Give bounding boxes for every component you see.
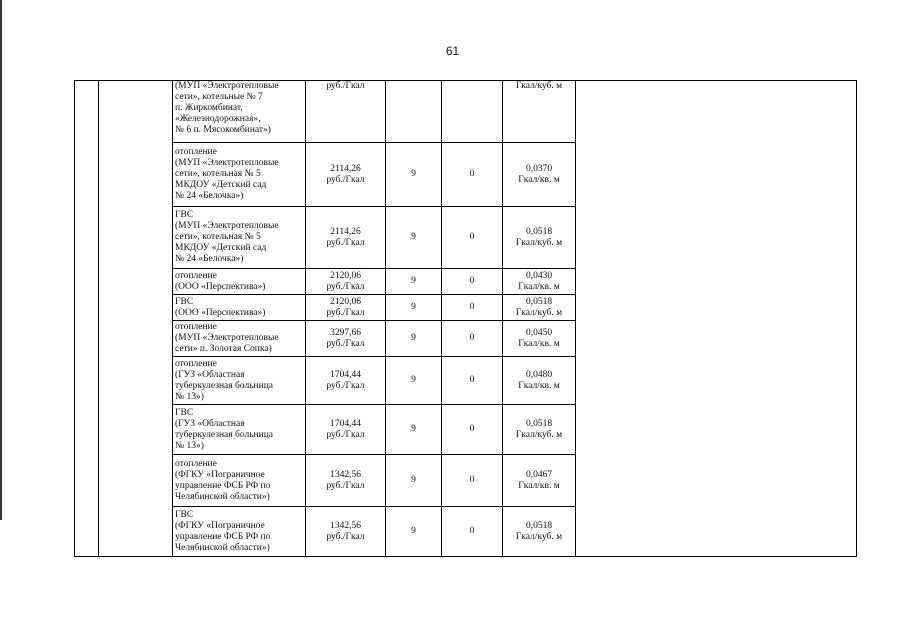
tariff-price-cell <box>306 321 386 357</box>
tariff-price-line: руб./Гкал <box>326 531 365 542</box>
consumption-norm-line: Гкал/куб. м <box>515 307 563 318</box>
tariff-price-line: руб./Гкал <box>326 338 365 349</box>
consumption-norm-line: 0,0518 <box>525 296 553 307</box>
value-b-cell: 0 <box>442 507 503 557</box>
value-b-cell: 0 <box>442 207 503 269</box>
service-description-line: № 13») <box>175 440 204 451</box>
service-description-line: (МУП «Электротепловые <box>175 158 279 168</box>
service-description-line: (МУП «Электротепловые <box>175 333 279 343</box>
service-description-line: Челябинской области») <box>175 542 270 553</box>
consumption-norm-line: 0,0467 <box>525 469 553 480</box>
tariff-price-cell <box>306 405 386 455</box>
value-b-cell: 0 <box>442 143 503 207</box>
tariff-price-line: руб./Гкал <box>326 429 365 440</box>
tariff-price-line: руб./Гкал <box>326 307 365 318</box>
tariff-price-line: 1704,44 <box>330 418 361 429</box>
consumption-norm-line: Гкал/кв. м <box>518 480 560 491</box>
tariff-price-line: 1342,56 <box>330 520 361 531</box>
tariff-price-line: 2120,06 <box>330 270 361 281</box>
service-description-line: «Железнодорожная», <box>175 114 261 124</box>
service-description-line: № 13») <box>175 391 204 402</box>
tariff-price-line: 2114,26 <box>330 226 361 237</box>
service-description-line: отопление <box>175 458 217 469</box>
empty-index-cell <box>75 81 99 557</box>
service-description-line: туберкулезная больница <box>175 380 274 391</box>
value-a-cell: 9 <box>386 357 442 405</box>
tariff-price-cell <box>306 295 386 321</box>
tariff-price-cell <box>306 143 386 207</box>
value-a-cell: 9 <box>386 321 442 357</box>
tariff-price-line: 2114,26 <box>330 163 361 174</box>
consumption-norm-cell <box>503 455 576 507</box>
tariff-price-cell <box>306 455 386 507</box>
consumption-norm-line: Гкал/куб. м <box>515 237 563 248</box>
consumption-norm-cell <box>503 321 576 357</box>
service-description-line: № 6 п. Мясокомбинат») <box>175 125 271 135</box>
value-a-cell: 9 <box>386 207 442 269</box>
consumption-norm-line: 0,0518 <box>525 520 553 531</box>
consumption-norm-cell <box>503 507 576 557</box>
value-a-cell: 9 <box>386 269 442 295</box>
service-description-line: (ФГКУ «Пограничное <box>175 469 265 480</box>
service-description-line: отопление <box>175 270 217 281</box>
consumption-norm-cell <box>503 295 576 321</box>
consumption-norm-line: 0,0518 <box>525 226 553 237</box>
service-description-line: ГВС <box>175 210 194 220</box>
consumption-norm-line: 0,0430 <box>525 270 553 281</box>
service-description-cell <box>173 81 306 143</box>
tariff-price-line: 2120,06 <box>330 296 361 307</box>
value-b-cell: 0 <box>442 405 503 455</box>
empty-notes-cell <box>576 81 857 557</box>
service-description-line: (ГУЗ «Областная <box>175 369 245 380</box>
service-description-line: ГВС <box>175 296 194 307</box>
service-description-line: (ООО «Перспектива») <box>175 307 266 318</box>
tariff-price-line: 3297,66 <box>330 327 361 338</box>
service-description-line: МКДОУ «Детский сад <box>175 180 267 190</box>
tariff-price-line: руб./Гкал <box>326 237 365 248</box>
consumption-norm-cell <box>503 269 576 295</box>
service-description-line: управление ФСБ РФ по <box>175 531 271 542</box>
consumption-norm-line: Гкал/кв. м <box>518 380 560 391</box>
service-description-line: (МУП «Электротепловые <box>175 81 279 91</box>
tariff-price-line: 1704,44 <box>330 369 361 380</box>
service-description-line: ГВС <box>175 407 194 418</box>
service-description-cell <box>173 357 306 405</box>
consumption-norm-line: 0,0450 <box>525 327 553 338</box>
tariff-price-line: руб./Гкал <box>326 380 365 391</box>
service-description-line: № 24 «Белочка») <box>175 254 244 264</box>
consumption-norm-line: Гкал/куб. м <box>515 81 563 91</box>
value-b-cell: 0 <box>442 295 503 321</box>
service-description-line: ГВС <box>175 509 194 520</box>
consumption-norm-line: Гкал/куб. м <box>515 429 563 440</box>
value-a-cell: 9 <box>386 143 442 207</box>
service-description-line: (ФГКУ «Пограничное <box>175 520 265 531</box>
service-description-line: п. Жиркомбинат, <box>175 103 243 113</box>
consumption-norm-line: Гкал/куб. м <box>515 531 563 542</box>
value-b-cell: 0 <box>442 357 503 405</box>
service-description-line: МКДОУ «Детский сад <box>175 243 267 253</box>
service-description-cell <box>173 269 306 295</box>
service-description-line: (МУП «Электротепловые <box>175 221 279 231</box>
service-description-line: отопление <box>175 147 217 157</box>
value-a-cell: 9 <box>386 507 442 557</box>
value-b-cell: 0 <box>442 269 503 295</box>
service-description-line: сети», котельная № 5 <box>175 232 261 242</box>
service-description-line: сети», котельные № 7 <box>175 92 263 102</box>
tariff-price-cell <box>306 269 386 295</box>
service-description-cell <box>173 207 306 269</box>
table-row <box>75 81 857 143</box>
page-number: 61 <box>445 44 460 58</box>
consumption-norm-line: Гкал/кв. м <box>518 174 560 185</box>
consumption-norm-cell <box>503 405 576 455</box>
consumption-norm-cell <box>503 143 576 207</box>
service-description-cell <box>173 405 306 455</box>
service-description-line: (ООО «Перспектива») <box>175 281 266 292</box>
service-description-cell <box>173 295 306 321</box>
service-description-cell <box>173 507 306 557</box>
tariff-price-cell <box>306 81 386 143</box>
tariff-table-body <box>75 81 857 557</box>
value-b-cell: 0 <box>442 321 503 357</box>
tariff-price-line: руб./Гкал <box>326 281 365 292</box>
page-edge-rule <box>0 0 2 520</box>
consumption-norm-cell <box>503 207 576 269</box>
service-description-cell <box>173 455 306 507</box>
service-description-line: № 24 «Белочка») <box>175 191 244 201</box>
consumption-norm-line: 0,0480 <box>525 369 553 380</box>
value-b-cell <box>442 81 503 143</box>
tariff-price-line: руб./Гкал <box>326 81 365 91</box>
tariff-table <box>74 80 857 557</box>
service-description-line: (ГУЗ «Областная <box>175 418 245 429</box>
consumption-norm-cell <box>503 357 576 405</box>
consumption-norm-line: Гкал/кв. м <box>518 281 560 292</box>
consumption-norm-line: 0,0518 <box>525 418 553 429</box>
empty-locality-cell <box>99 81 173 557</box>
value-a-cell: 9 <box>386 455 442 507</box>
consumption-norm-line: Гкал/кв. м <box>518 338 560 349</box>
service-description-line: сети» п. Золотая Сопка) <box>175 344 272 354</box>
tariff-price-cell <box>306 207 386 269</box>
service-description-line: управление ФСБ РФ по <box>175 480 271 491</box>
value-a-cell: 9 <box>386 405 442 455</box>
value-a-cell <box>386 81 442 143</box>
service-description-line: Челябинской области») <box>175 491 270 502</box>
service-description-line: туберкулезная больница <box>175 429 274 440</box>
tariff-price-line: 1342,56 <box>330 469 361 480</box>
service-description-line: сети», котельная № 5 <box>175 169 261 179</box>
service-description-cell <box>173 321 306 357</box>
tariff-price-line: руб./Гкал <box>326 174 365 185</box>
service-description-cell <box>173 143 306 207</box>
tariff-price-cell <box>306 357 386 405</box>
tariff-price-cell <box>306 507 386 557</box>
consumption-norm-cell <box>503 81 576 143</box>
value-a-cell: 9 <box>386 295 442 321</box>
service-description-line: отопление <box>175 322 217 332</box>
tariff-price-line: руб./Гкал <box>326 480 365 491</box>
consumption-norm-line: 0,0370 <box>525 163 553 174</box>
value-b-cell: 0 <box>442 455 503 507</box>
service-description-line: отопление <box>175 358 217 369</box>
